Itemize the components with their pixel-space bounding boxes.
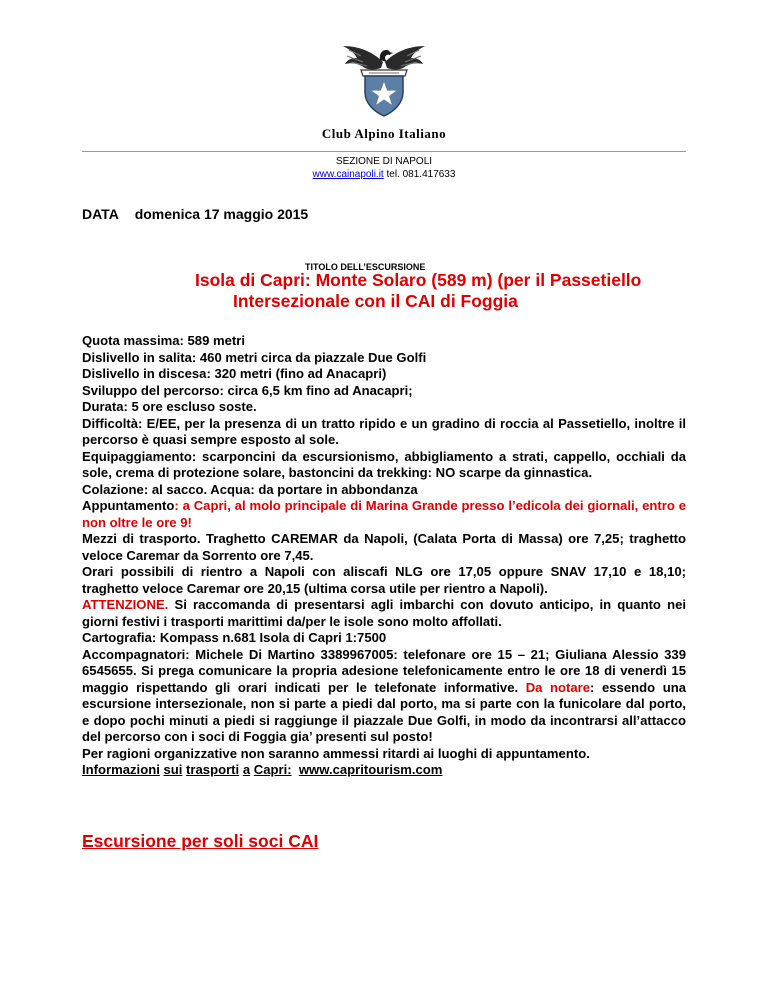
date-label: DATA [82, 206, 119, 222]
detail-mezzi: Mezzi di trasporto. Traghetto CAREMAR da Napoli, (Calata Porta di Massa) ore 7,25; traghetto veloce Caremar da Sorrento ore 7,45. [82, 531, 686, 563]
info-word-1: Informazioni [82, 762, 160, 777]
attenzione-text: Si raccomanda di presentarsi agli imbarchi con dovuto anticipo, in quanto nei giorni festivi i trasporti marittimi da/per le isole sono molto affollati. [82, 597, 686, 629]
detail-dislivello-discesa: Dislivello in discesa: 320 metri (fino ad Anacapri) [82, 366, 387, 381]
detail-attenzione [82, 597, 686, 630]
info-word-5: Capri: [253, 762, 292, 777]
attenzione-label: ATTENZIONE. [82, 597, 169, 612]
detail-sviluppo: Sviluppo del percorso: circa 6,5 km fino ad Anacapri; [82, 382, 413, 398]
phone-number: tel. 081.417633 [386, 169, 456, 180]
excursion-title [195, 270, 641, 312]
website-link[interactable]: www.cainapoli.it [312, 169, 384, 180]
section-name: SEZIONE DI NAPOLI [335, 156, 433, 167]
detail-quota: Quota massima: 589 metri [82, 333, 246, 348]
header-divider [82, 151, 686, 152]
detail-colazione: Colazione: al sacco. Acqua: da portare in abbondanza [82, 481, 418, 497]
info-word-2: sui [163, 762, 183, 777]
capritourism-link[interactable]: www.capritourism.com [298, 762, 443, 777]
title-label: TITOLO DELL’ESCURSIONE [305, 262, 426, 272]
detail-difficolta: Difficoltà: E/EE, per la presenza di un tratto ripido e un gradino di roccia al Passetiello, inoltre il percorso è quasi sempre esposto al sole. [82, 415, 686, 447]
date-line [82, 206, 308, 222]
detail-durata: Durata: 5 ore escluso soste. [82, 399, 257, 414]
cai-eagle-star-icon [339, 38, 429, 120]
detail-equipaggiamento: Equipaggiamento: scarponcini da escursionismo, abbigliamento a strati, cappello, occhiali da sole, crema di protezione solare, bastoncini da trekking: NO scarpe da ginnastica. [82, 448, 686, 480]
detail-orari: Orari possibili di rientro a Napoli con aliscafi NLG ore 17,05 oppure SNAV 17,10 e 18,10; traghetto veloce Caremar ore 20,15 (ultima corsa utile per rientro a Napoli). [82, 564, 686, 596]
date-value: domenica 17 maggio 2015 [134, 206, 309, 222]
title-line-2: Intersezionale con il CAI di Foggia [233, 291, 518, 311]
accompagnatori-text: Accompagnatori: Michele Di Martino 3389967005: telefonare ore 15 – 21; Giuliana Alessio 339 6545655. Si prega comunicare la propria adesione telefonicamente entro le ore 18 di venerdì 15 maggio rispettando gli orari indicati per le telefonate informative. [82, 646, 686, 695]
detail-ritardi: Per ragioni organizzative non saranno ammessi ritardi ai luoghi di appuntamento. [82, 745, 590, 761]
title-line-1: Isola di Capri: Monte Solaro (589 m) (per il Passetiello [195, 270, 642, 290]
detail-info [82, 762, 686, 779]
info-word-3: trasporti [186, 762, 240, 777]
excursion-details [82, 333, 686, 779]
info-word-4: a [242, 762, 251, 777]
appuntamento-label: Appuntamento [82, 498, 175, 513]
detail-cartografia: Cartografia: Kompass n.681 Isola di Capri 1:7500 [82, 630, 387, 645]
detail-dislivello-salita: Dislivello in salita: 460 metri circa da piazzale Due Golfi [82, 349, 427, 365]
org-name: Club Alpino Italiano [321, 126, 447, 141]
detail-accompagnatori [82, 647, 686, 746]
detail-appuntamento [82, 498, 686, 531]
appuntamento-text: : a Capri, al molo principale di Marina Grande presso l’edicola dei giornali, entro e non oltre le ore 9! [82, 498, 686, 530]
members-only-note: Escursione per soli soci CAI [82, 831, 319, 851]
contact-line [0, 169, 768, 180]
da-notare-label: Da notare [525, 679, 591, 695]
da-notare-text: : essendo una escursione intersezionale, non si parte a piedi dal porto, ma si parte con la funicolare dal porto, e dopo pochi minuti a piedi si raggiunge il piazzale Due Golfi, in modo da incontrarsi all’attacco del percorso con i soci di Foggia gia’ presenti sul posto! [82, 679, 686, 744]
